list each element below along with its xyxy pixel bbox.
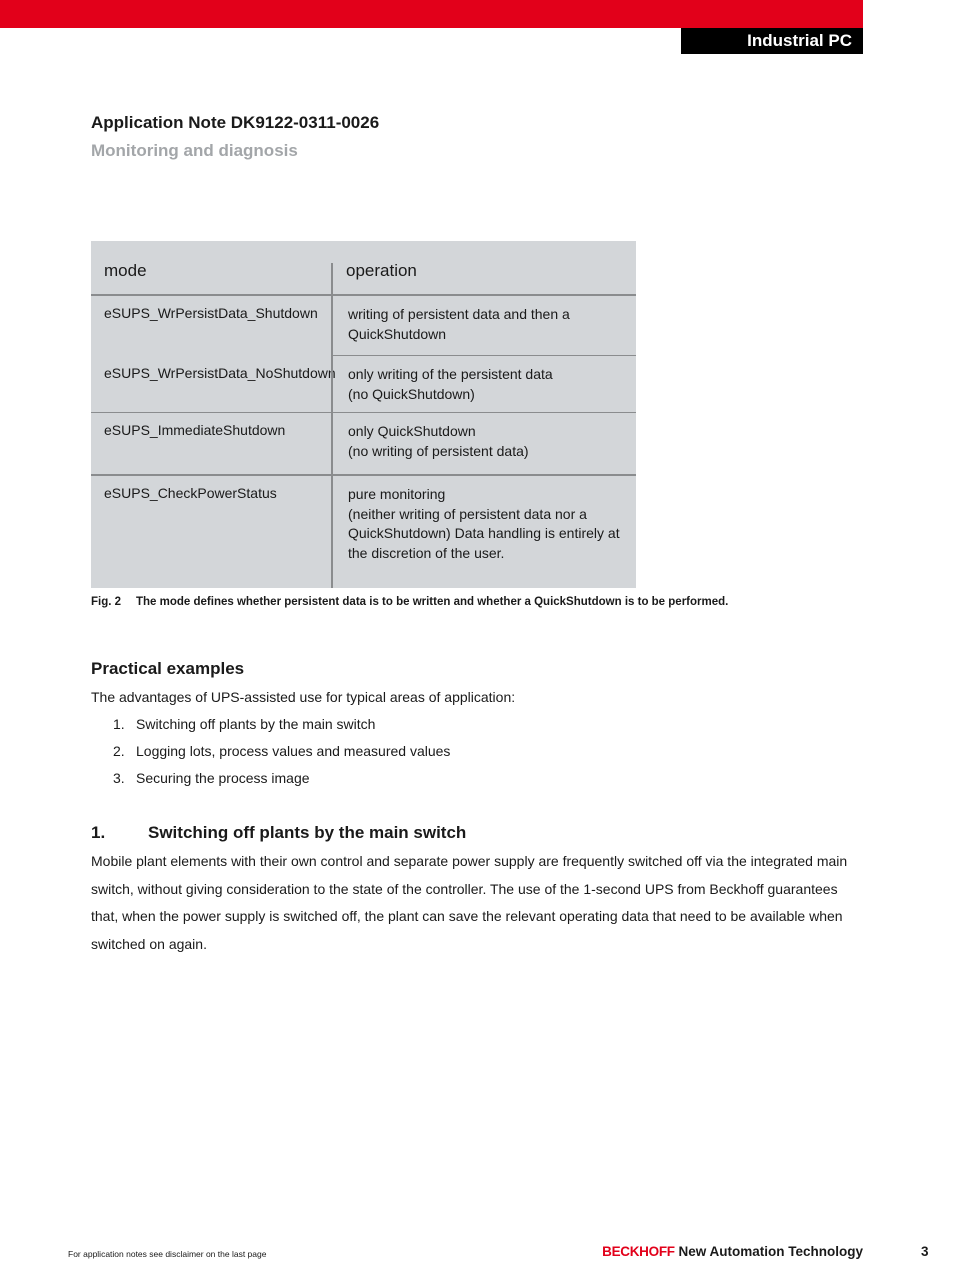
table-row xyxy=(91,413,636,474)
page-title: Application Note DK9122-0311-0026 xyxy=(91,113,380,132)
section-title: Switching off plants by the main switch xyxy=(148,823,467,842)
operation-line: QuickShutdown) Data handling is entirely at xyxy=(348,525,620,541)
operation-line: the discretion of the user. xyxy=(348,544,505,561)
operation-cell xyxy=(331,413,636,474)
list-text: Logging lots, process values and measured values xyxy=(136,743,451,759)
table-row xyxy=(91,296,636,355)
operation-line: only writing of the persistent data xyxy=(348,366,553,382)
operation-line: only QuickShutdown xyxy=(348,423,476,439)
practical-heading: Practical examples xyxy=(91,659,245,678)
list-text: Securing the process image xyxy=(136,770,310,786)
mode-cell: eSUPS_WrPersistData_NoShutdown xyxy=(104,365,336,381)
operation-cell xyxy=(331,476,636,588)
page-subtitle: Monitoring and diagnosis xyxy=(91,141,298,160)
mode-cell: eSUPS_ImmediateShutdown xyxy=(104,422,286,438)
beckhoff-logo: BECKHOFF xyxy=(602,1244,675,1259)
operation-line: (no QuickShutdown) xyxy=(348,385,475,402)
list-item xyxy=(113,770,450,797)
figure-label: Fig. 2 xyxy=(91,596,122,608)
list-number: 1. xyxy=(113,716,125,732)
operation-cell xyxy=(331,356,636,412)
table-row xyxy=(91,476,636,588)
footer-tagline: New Automation Technology xyxy=(678,1244,863,1259)
list-item xyxy=(113,743,450,770)
section-number: 1. xyxy=(91,823,106,842)
footer-brand xyxy=(602,1244,863,1259)
practical-list xyxy=(113,716,450,797)
operation-line: pure monitoring xyxy=(348,486,446,502)
list-text: Switching off plants by the main switch xyxy=(136,716,376,732)
mode-cell: eSUPS_CheckPowerStatus xyxy=(104,485,277,501)
mode-cell: eSUPS_WrPersistData_Shutdown xyxy=(104,305,318,321)
footer-disclaimer: For application notes see disclaimer on the last page xyxy=(68,1249,267,1259)
mode-table xyxy=(91,241,636,588)
table-header-row xyxy=(91,241,636,296)
operation-line: QuickShutdown xyxy=(348,325,447,342)
list-item xyxy=(113,716,450,743)
table-header-mode: mode xyxy=(104,261,147,280)
table-header-operation: operation xyxy=(331,241,636,294)
table-row xyxy=(91,356,636,412)
operation-line: (neither writing of persistent data nor a xyxy=(348,505,587,522)
operation-cell xyxy=(331,296,636,355)
practical-intro: The advantages of UPS-assisted use for typical areas of application: xyxy=(91,689,516,705)
list-number: 3. xyxy=(113,770,125,786)
operation-line: (no writing of persistent data) xyxy=(348,442,529,459)
list-number: 2. xyxy=(113,743,125,759)
section-body: Mobile plant elements with their own control and separate power supply are frequently switched off via the integrated main switch, without giving consideration to the state of the controller. The use of the 1-second UPS from Beckhoff guarantees that, when the power supply is switched off, the plant can save the relevant operating data that need to be available when switched on again. xyxy=(91,853,848,952)
figure-caption-text: The mode defines whether persistent data is to be written and whether a QuickShutdown is to be performed. xyxy=(136,596,729,608)
section-tag: Industrial PC xyxy=(681,28,863,54)
page-number: 3 xyxy=(921,1244,929,1259)
figure-caption xyxy=(91,596,728,608)
top-accent-bar xyxy=(0,0,863,28)
operation-line: writing of persistent data and then a xyxy=(348,306,570,322)
section-heading xyxy=(91,823,466,843)
